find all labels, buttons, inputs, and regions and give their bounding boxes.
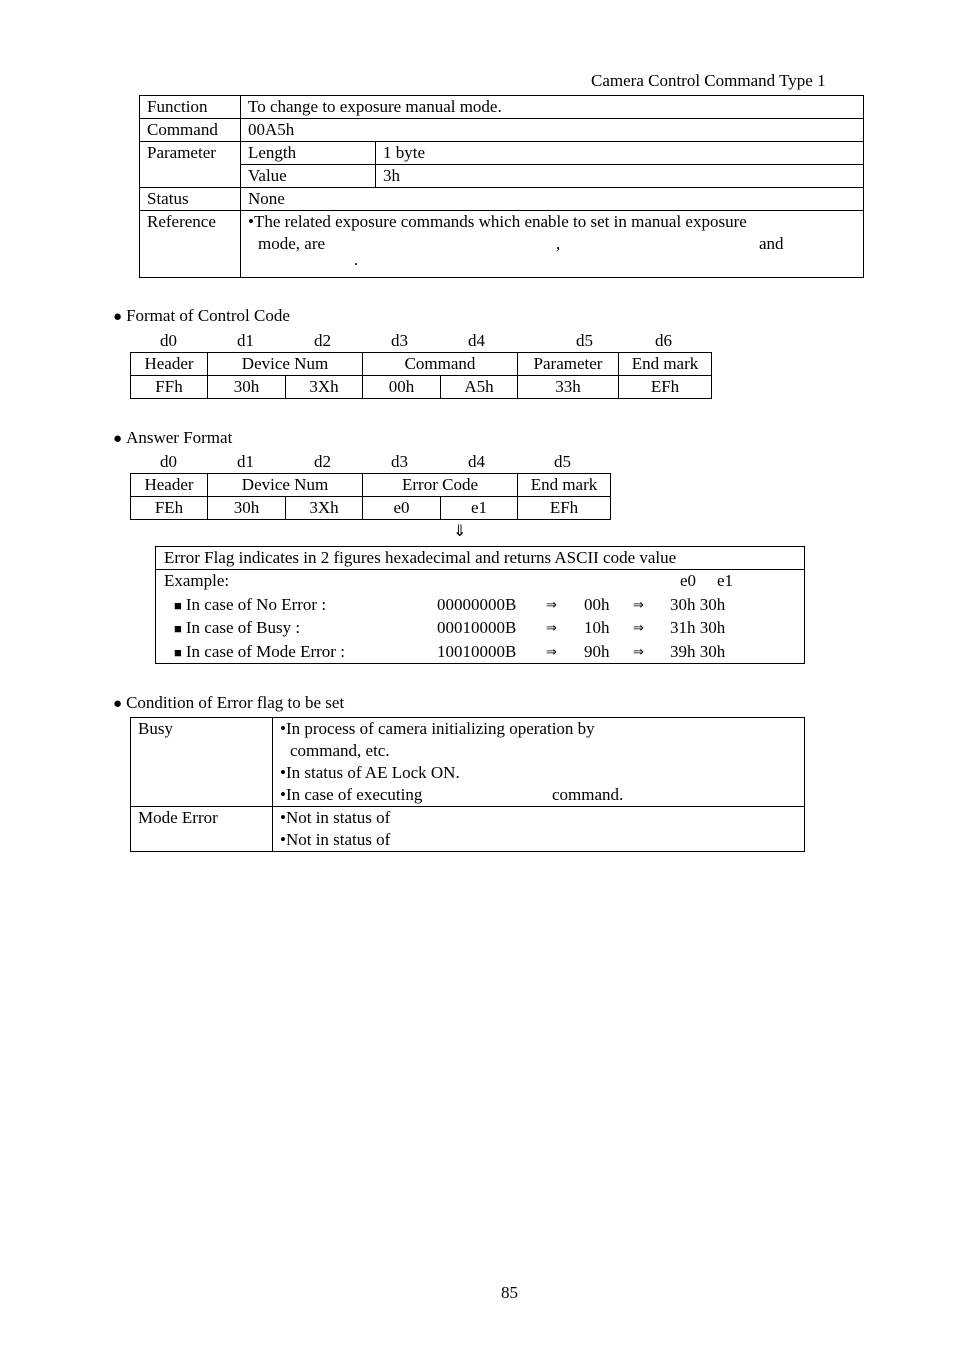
answer-format-heading: ● Answer Format bbox=[113, 428, 233, 447]
right-arrow-icon: ⇒ bbox=[633, 645, 644, 660]
right-arrow-icon: ⇒ bbox=[546, 621, 557, 636]
parameter-label: Parameter bbox=[140, 142, 241, 188]
parameter-cell: Parameter bbox=[518, 353, 619, 376]
mode-error-conditions: •Not in status of •Not in status of bbox=[273, 807, 805, 852]
status-value: None bbox=[241, 188, 864, 211]
command-cell: Command bbox=[363, 353, 518, 376]
reference-line-3: . bbox=[354, 250, 359, 269]
reference-cell bbox=[241, 211, 864, 278]
reference-line-2-b: , bbox=[556, 234, 561, 253]
square-bullet-icon: ■ bbox=[174, 621, 182, 636]
value-d0: FFh bbox=[131, 376, 208, 399]
bullet-icon: ● bbox=[113, 696, 123, 712]
busy-conditions: •In process of camera initializing operation by command, etc. •In status of AE Lock ON. •In case of executing command. bbox=[273, 718, 805, 807]
value-d3: 00h bbox=[363, 376, 441, 399]
example-row: ■ In case of No Error : bbox=[174, 595, 327, 614]
control-code-table bbox=[130, 352, 712, 399]
right-arrow-icon: ⇒ bbox=[633, 621, 644, 636]
error-flag-box: Error Flag indicates in 2 figures hexadecimal and returns ASCII code value Example: e0 e1 ■ In case of No Error : 00000000B ⇒ 00h ⇒ 30h 30h ■ In case of Busy : 00010000B ⇒ 10h ⇒ 31h 30h ■ In case of Mode Error : 10010000B ⇒ 90h ⇒ 39h 30h bbox=[155, 546, 805, 664]
value-d1: 30h bbox=[208, 376, 286, 399]
value-d5: EFh bbox=[518, 497, 611, 520]
reference-line-2-c: and bbox=[759, 234, 784, 253]
busy-label: Busy bbox=[131, 718, 273, 807]
command-label: Command bbox=[140, 119, 241, 142]
example-row: ■ In case of Busy : bbox=[174, 618, 301, 637]
error-flag-title: Error Flag indicates in 2 figures hexadecimal and returns ASCII code value bbox=[156, 547, 804, 570]
right-arrow-icon: ⇒ bbox=[546, 598, 557, 613]
mode-error-label: Mode Error bbox=[131, 807, 273, 852]
value-d2: 3Xh bbox=[286, 376, 363, 399]
reference-label: Reference bbox=[140, 211, 241, 278]
col-e1: e1 bbox=[717, 571, 734, 590]
length-label: Length bbox=[241, 142, 376, 165]
reference-line-2 bbox=[248, 233, 856, 255]
status-label: Status bbox=[140, 188, 241, 211]
right-arrow-icon: ⇒ bbox=[633, 598, 644, 613]
value-d4: e1 bbox=[441, 497, 518, 520]
reference-line-2-a: mode, are bbox=[258, 234, 326, 253]
conditions-heading: ● Condition of Error flag to be set bbox=[113, 693, 345, 712]
command-value: 00A5h bbox=[241, 119, 864, 142]
example-label: Example: bbox=[164, 571, 230, 590]
device-num-cell: Device Num bbox=[208, 474, 363, 497]
answer-format-table bbox=[130, 473, 611, 520]
function-label: Function bbox=[140, 96, 241, 119]
conditions-table bbox=[130, 717, 805, 852]
bullet-icon: ● bbox=[113, 309, 123, 325]
down-arrow-icon: ⇓ bbox=[453, 521, 467, 540]
control-code-heading: ● Format of Control Code bbox=[113, 306, 290, 325]
square-bullet-icon: ■ bbox=[174, 645, 182, 660]
value-d3: e0 bbox=[363, 497, 441, 520]
right-arrow-icon: ⇒ bbox=[546, 645, 557, 660]
error-code-cell: Error Code bbox=[363, 474, 518, 497]
bullet-icon: ● bbox=[113, 431, 123, 447]
square-bullet-icon: ■ bbox=[174, 598, 182, 613]
value-d5: 33h bbox=[518, 376, 619, 399]
value-d0: FEh bbox=[131, 497, 208, 520]
example-row: ■ In case of Mode Error : bbox=[174, 642, 345, 661]
value-d1: 30h bbox=[208, 497, 286, 520]
end-mark-cell: End mark bbox=[619, 353, 712, 376]
value-value: 3h bbox=[376, 165, 864, 188]
value-d2: 3Xh bbox=[286, 497, 363, 520]
function-value: To change to exposure manual mode. bbox=[241, 96, 864, 119]
page-number: 85 bbox=[501, 1283, 518, 1302]
value-d6: EFh bbox=[619, 376, 712, 399]
page-header: Camera Control Command Type 1 bbox=[591, 71, 826, 90]
value-label: Value bbox=[241, 165, 376, 188]
device-num-cell: Device Num bbox=[208, 353, 363, 376]
command-spec-table bbox=[139, 95, 864, 278]
value-d4: A5h bbox=[441, 376, 518, 399]
reference-line-1: •The related exposure commands which enable to set in manual exposure bbox=[248, 212, 747, 231]
header-cell: Header bbox=[131, 474, 208, 497]
length-value: 1 byte bbox=[376, 142, 864, 165]
col-e0: e0 bbox=[680, 571, 697, 590]
header-cell: Header bbox=[131, 353, 208, 376]
end-mark-cell: End mark bbox=[518, 474, 611, 497]
